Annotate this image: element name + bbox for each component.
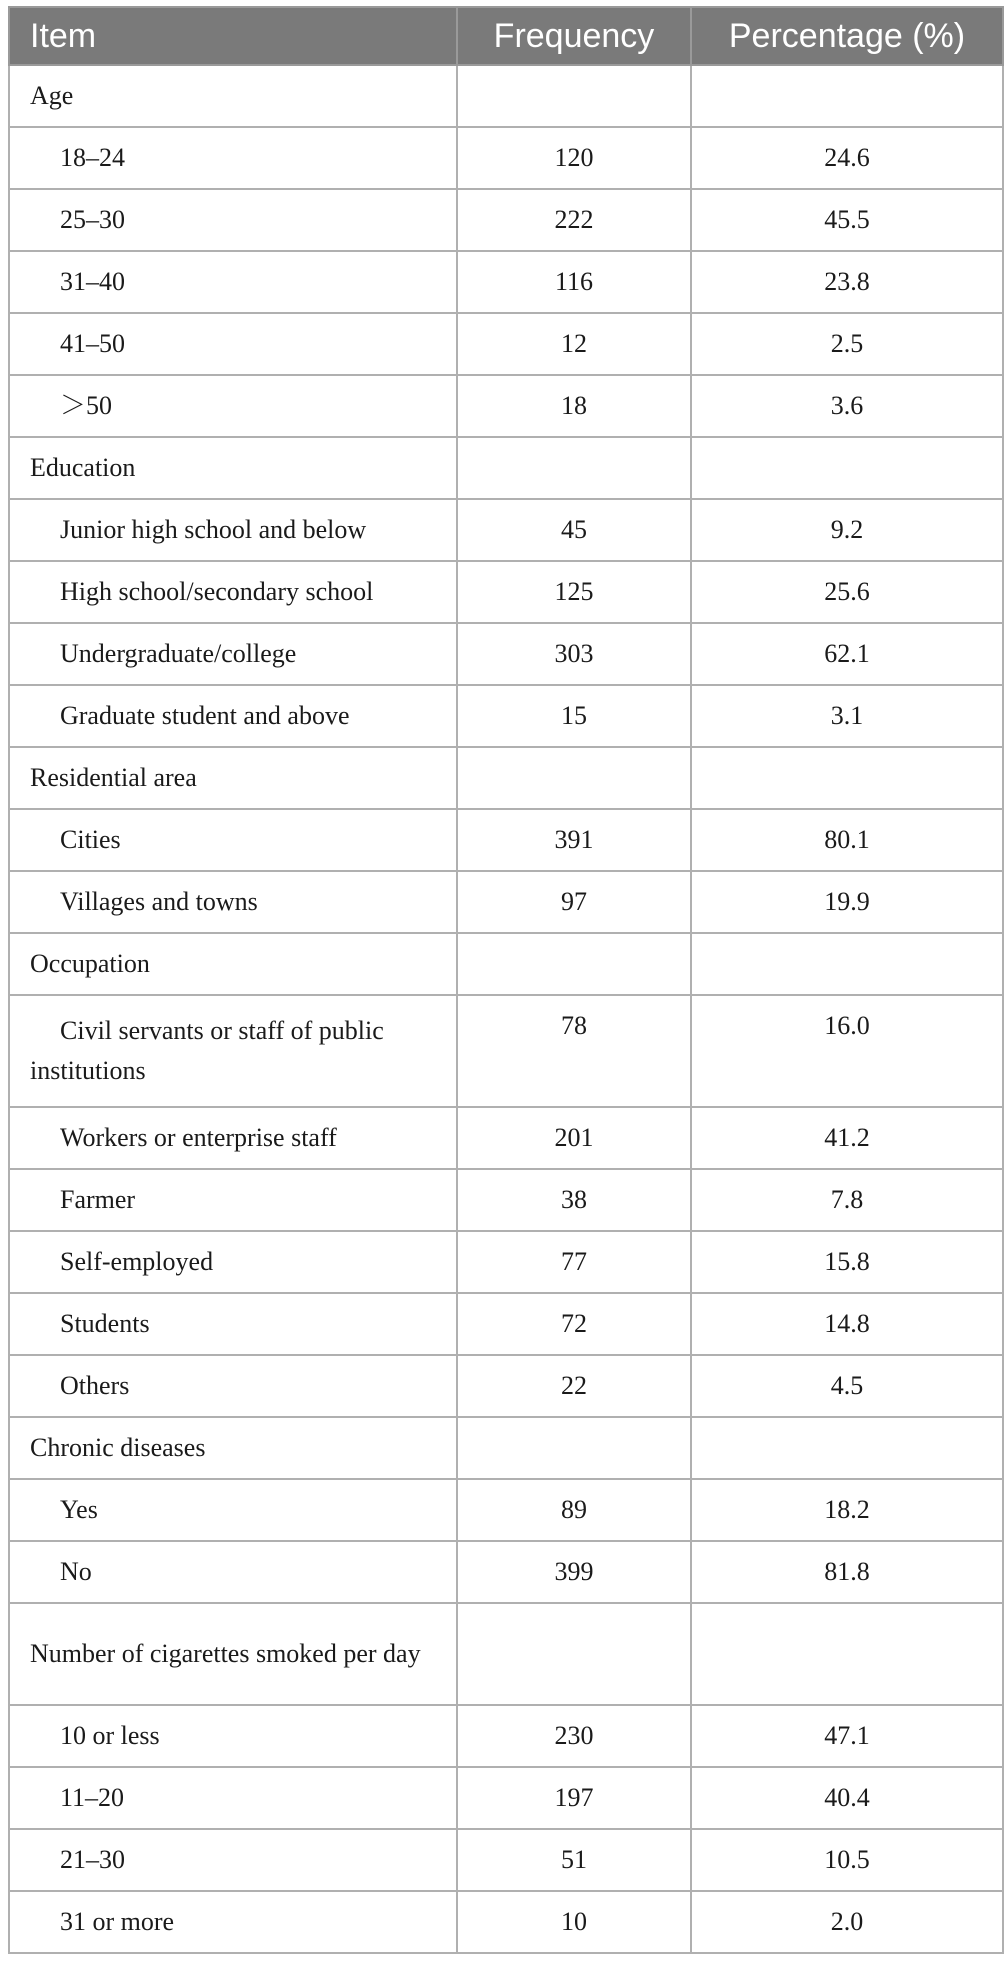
percentage-cell: 16.0 [691, 995, 1003, 1107]
frequency-cell: 197 [457, 1767, 691, 1829]
table-row [9, 685, 1003, 747]
category-row-chronic [9, 1417, 1003, 1479]
item-cell: 18–24 [9, 127, 457, 189]
item-cell: 31–40 [9, 251, 457, 313]
item-cell: 11–20 [9, 1767, 457, 1829]
table-row [9, 127, 1003, 189]
item-cell: High school/secondary school [9, 561, 457, 623]
table-row [9, 561, 1003, 623]
item-cell: Yes [9, 1479, 457, 1541]
percentage-cell: 3.1 [691, 685, 1003, 747]
table-row [9, 251, 1003, 313]
frequency-cell: 222 [457, 189, 691, 251]
item-cell: Civil servants or staff of public institutions [9, 995, 457, 1107]
frequency-cell: 22 [457, 1355, 691, 1417]
table-row [9, 871, 1003, 933]
table-row [9, 1705, 1003, 1767]
category-label: Occupation [9, 933, 457, 995]
category-label: Number of cigarettes smoked per day [9, 1603, 457, 1705]
frequency-cell: 97 [457, 871, 691, 933]
item-cell: Graduate student and above [9, 685, 457, 747]
item-cell: 25–30 [9, 189, 457, 251]
percentage-cell: 2.0 [691, 1891, 1003, 1953]
item-cell: Self-employed [9, 1231, 457, 1293]
table-row [9, 1107, 1003, 1169]
header-percentage: Percentage (%) [691, 7, 1003, 65]
frequency-cell: 125 [457, 561, 691, 623]
percentage-cell: 9.2 [691, 499, 1003, 561]
item-cell: 10 or less [9, 1705, 457, 1767]
percentage-cell: 7.8 [691, 1169, 1003, 1231]
percentage-cell: 81.8 [691, 1541, 1003, 1603]
table-row [9, 189, 1003, 251]
percentage-cell: 4.5 [691, 1355, 1003, 1417]
demographics-table [8, 6, 1004, 1954]
frequency-cell: 120 [457, 127, 691, 189]
item-cell: No [9, 1541, 457, 1603]
table-row [9, 375, 1003, 437]
frequency-cell: 303 [457, 623, 691, 685]
category-row-education [9, 437, 1003, 499]
percentage-cell: 25.6 [691, 561, 1003, 623]
category-row-occupation [9, 933, 1003, 995]
item-cell: Cities [9, 809, 457, 871]
category-label: Education [9, 437, 457, 499]
percentage-cell: 18.2 [691, 1479, 1003, 1541]
item-cell: Others [9, 1355, 457, 1417]
percentage-cell: 15.8 [691, 1231, 1003, 1293]
item-cell: 21–30 [9, 1829, 457, 1891]
category-row-cigarettes [9, 1603, 1003, 1705]
frequency-cell: 38 [457, 1169, 691, 1231]
table-row [9, 313, 1003, 375]
item-cell: 41–50 [9, 313, 457, 375]
frequency-cell: 45 [457, 499, 691, 561]
table-row [9, 1293, 1003, 1355]
item-cell: Undergraduate/college [9, 623, 457, 685]
percentage-cell: 45.5 [691, 189, 1003, 251]
table-row [9, 995, 1003, 1107]
category-row-age [9, 65, 1003, 127]
header-row [9, 7, 1003, 65]
percentage-cell: 14.8 [691, 1293, 1003, 1355]
frequency-cell: 12 [457, 313, 691, 375]
header-item: Item [9, 7, 457, 65]
table-row [9, 1829, 1003, 1891]
table-row [9, 1479, 1003, 1541]
item-cell: Farmer [9, 1169, 457, 1231]
item-cell: Workers or enterprise staff [9, 1107, 457, 1169]
item-cell: Students [9, 1293, 457, 1355]
frequency-cell: 399 [457, 1541, 691, 1603]
table-row [9, 1169, 1003, 1231]
percentage-cell: 24.6 [691, 127, 1003, 189]
percentage-cell: 19.9 [691, 871, 1003, 933]
category-label: Chronic diseases [9, 1417, 457, 1479]
frequency-cell: 230 [457, 1705, 691, 1767]
frequency-cell: 51 [457, 1829, 691, 1891]
percentage-cell: 62.1 [691, 623, 1003, 685]
percentage-cell: 47.1 [691, 1705, 1003, 1767]
header-frequency: Frequency [457, 7, 691, 65]
frequency-cell: 116 [457, 251, 691, 313]
percentage-cell: 40.4 [691, 1767, 1003, 1829]
frequency-cell: 10 [457, 1891, 691, 1953]
percentage-cell: 80.1 [691, 809, 1003, 871]
table-row [9, 1541, 1003, 1603]
table-row [9, 623, 1003, 685]
frequency-cell: 201 [457, 1107, 691, 1169]
frequency-cell: 77 [457, 1231, 691, 1293]
table-row [9, 1767, 1003, 1829]
percentage-cell: 10.5 [691, 1829, 1003, 1891]
item-cell: Villages and towns [9, 871, 457, 933]
percentage-cell: 3.6 [691, 375, 1003, 437]
frequency-cell: 15 [457, 685, 691, 747]
item-cell: Junior high school and below [9, 499, 457, 561]
table-row [9, 499, 1003, 561]
table-row [9, 809, 1003, 871]
frequency-cell: 72 [457, 1293, 691, 1355]
percentage-cell: 2.5 [691, 313, 1003, 375]
item-cell: 31 or more [9, 1891, 457, 1953]
percentage-cell: 23.8 [691, 251, 1003, 313]
frequency-cell: 18 [457, 375, 691, 437]
table-row [9, 1355, 1003, 1417]
frequency-cell: 391 [457, 809, 691, 871]
frequency-cell: 89 [457, 1479, 691, 1541]
category-row-residential [9, 747, 1003, 809]
table-row [9, 1891, 1003, 1953]
table-row [9, 1231, 1003, 1293]
category-label: Residential area [9, 747, 457, 809]
percentage-cell: 41.2 [691, 1107, 1003, 1169]
category-label: Age [9, 65, 457, 127]
frequency-cell: 78 [457, 995, 691, 1107]
item-cell: ＞50 [9, 375, 457, 437]
